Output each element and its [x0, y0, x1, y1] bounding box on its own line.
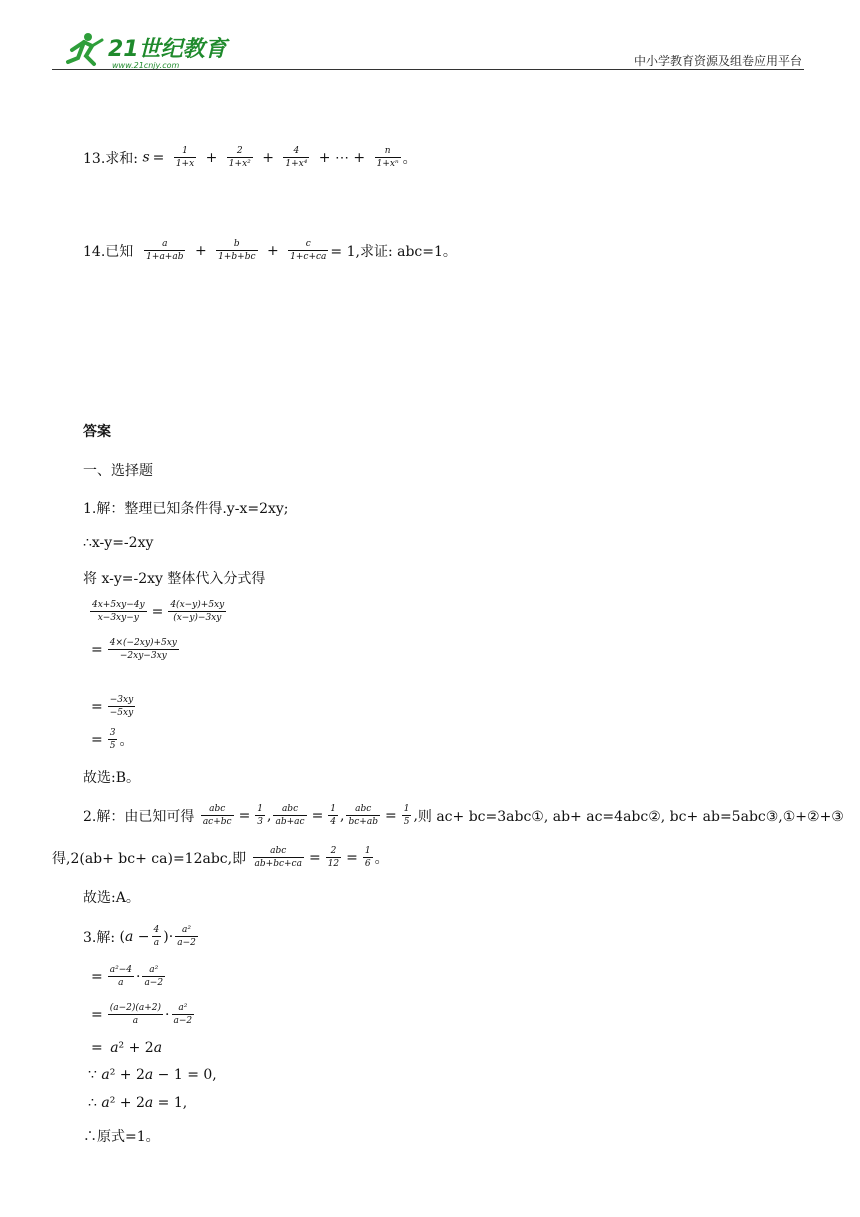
a3-result: ∴原式=1。 [83, 1129, 160, 1145]
a3-line1: 3.解: (a − $\frac{4}{a}$ )· $\frac{\text{a²}}{a-2}$ [83, 925, 196, 948]
q14-label: 14.已知 [83, 243, 134, 260]
answer-heading: 答案 [83, 424, 111, 440]
site-logo [62, 28, 242, 70]
a2-line1: 2.解：由已知可得 $\frac{\text{abc}}{ac+bc}$ = $\frac{1}{3}$ , $\frac{\text{abc}}{ab+ac}$ = $\frac{1}{4}$ , $\frac{\text{abc}}{bc+ab}$ = $\frac{1}{5}$ , 则 ac+ bc=3abc①, ab+ ac=4abc②, bc+ ab=5abc③,①+②+③ [83, 804, 844, 827]
header-platform-text: 中小学教育资源及组卷应用平台 [633, 54, 802, 68]
question-13 [83, 146, 417, 169]
a1-line2: ∴x-y=-2xy [83, 535, 154, 551]
section-title: 一、选择题 [83, 463, 153, 479]
svg-text:www.21cnjy.com: www.21cnjy.com [112, 61, 180, 70]
a2-mid: 则 ac+ bc=3abc①, ab+ ac=4abc②, bc+ ab=5abc③,①+②+③ [417, 808, 844, 825]
svg-text:21世纪教育: 21世纪教育 [108, 37, 227, 62]
q14-tail: = 1,求证: abc=1。 [330, 243, 457, 260]
a3-step5: ∴ a ² + 2 a = 1, [88, 1095, 188, 1111]
q13-tail: 。 [402, 150, 417, 167]
a1-line3: 将 x-y=-2xy 整体代入分式得 [83, 571, 266, 587]
a2-line2-prefix: 得,2(ab+ bc+ ca)=12abc,即 [52, 850, 247, 867]
a1-step3: = $\frac{-3xy}{-5xy}$ [91, 695, 134, 718]
a3-step3: = a ² + 2 a [91, 1040, 163, 1056]
a3-step1: = $\frac{\text{a²−4}}{a}$ · $\frac{\text{a²}}{a-2}$ [91, 965, 164, 988]
a1-step2: = $\frac{4\times(-2xy)+5xy}{-2xy-3xy}$ [91, 638, 177, 661]
q13-label: 13.求和: [83, 150, 138, 167]
a2-prefix: 2.解：由已知可得 [83, 808, 195, 825]
q13-formula: s = $\frac{1}{1+x}$ + $\frac{2}{\text{1+x²}}$ + $\frac{4}{\text{1+x⁴}}$ + ⋯ + $\frac{n}{\text{1+xⁿ}}$ [142, 146, 399, 169]
a1-step1: $\frac{4x+5xy-4y}{x-3xy-y}$ = $\frac{4(x-y)+5xy}{(x-y)-3xy}$ [92, 600, 225, 623]
a1-choice: 故选:B。 [83, 770, 141, 786]
a1-step4: = $\frac{3}{5}$ 。 [91, 728, 134, 751]
a1-line1: 1.解：整理已知条件得.y-x=2xy; [83, 501, 289, 517]
q14-formula: $\frac{a}{1+a+ab}$ + $\frac{b}{1+b+bc}$ + $\frac{c}{1+c+ca}$ [146, 239, 327, 262]
runner-logo-icon [68, 33, 102, 64]
a2-choice: 故选:A。 [83, 890, 140, 906]
a3-prefix: 3.解: [83, 929, 116, 946]
a3-step2: = $\frac{(a-2)(a+2)}{a}$ · $\frac{\text{a²}}{a-2}$ [91, 1003, 193, 1026]
question-14 [83, 239, 457, 262]
a3-step4: ∵ a ² + 2 a − 1 = 0, [88, 1067, 217, 1083]
header-divider [52, 69, 804, 70]
a2-line2: 得,2(ab+ bc+ ca)=12abc,即 $\frac{\text{abc}}{ab+bc+ca}$ = $\frac{2}{12}$ = $\frac{1}{6}$ 。 [52, 846, 389, 869]
